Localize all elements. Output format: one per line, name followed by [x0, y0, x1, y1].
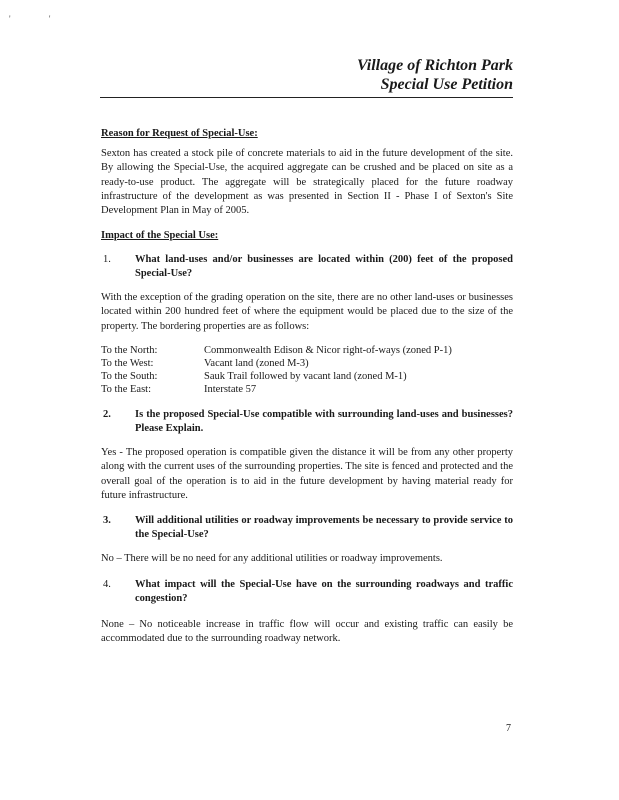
question-3-number: 3. — [103, 515, 111, 526]
bordering-row — [101, 344, 521, 357]
bordering-row — [101, 357, 521, 370]
page-number: 7 — [506, 723, 511, 734]
answer-1-paragraph: With the exception of the grading operation on the site, there are no other land-uses or businesses located within 200 hundred feet of where the equipment would be placed due to the size of the property. The bordering properties are as follows: — [101, 292, 513, 332]
bordering-description: Sauk Trail followed by vacant land (zoned M-1) — [204, 371, 407, 382]
question-4-number: 4. — [103, 579, 111, 590]
impact-heading: Impact of the Special Use: — [101, 230, 219, 241]
reason-heading: Reason for Request of Special-Use: — [101, 128, 258, 139]
question-1-text: What land-uses and/or businesses are located within (200) feet of the proposed Special-Use? — [135, 254, 513, 280]
bordering-direction: To the West: — [101, 358, 154, 369]
bordering-row — [101, 370, 521, 383]
header-document-title: Special Use Petition — [380, 76, 513, 93]
question-2-number: 2. — [103, 409, 111, 420]
answer-3-paragraph: No – There will be no need for any additional utilities or roadway improvements. — [101, 553, 443, 564]
bordering-description: Interstate 57 — [204, 384, 257, 395]
question-4-text: What impact will the Special-Use have on the surrounding roadways and traffic congestion? — [135, 579, 513, 605]
answer-2-paragraph: Yes - The proposed operation is compatible given the distance it will be from any other property along with the current uses of the surrounding properties. The site is fenced and protected and the overall goal of the operation is to aid in the future development by having material ready for future infrastructure. — [101, 447, 513, 501]
question-3-text: Will additional utilities or roadway improvements be necessary to provide service to the Special-Use? — [135, 515, 513, 541]
bordering-description: Vacant land (zoned M-3) — [204, 358, 309, 369]
bordering-direction: To the South: — [101, 371, 158, 382]
header-village-name: Village of Richton Park — [356, 57, 513, 74]
reason-paragraph: Sexton has created a stock pile of concrete materials to aid in the future development of the site. By allowing the Special-Use, the acquired aggregate can be crushed and be placed on site as a ready-to-use product. The aggregate will be strategically placed for the future roadway infrastructure of the development as was presented in Section II - Phase I of Sexton's Site Development Plan in May of 2005. — [101, 148, 513, 217]
bordering-row — [101, 383, 521, 396]
bordering-description: Commonwealth Edison & Nicor right-of-ways (zoned P-1) — [204, 345, 452, 356]
question-1-number: 1. — [103, 254, 111, 265]
corner-marks: ' ' — [9, 14, 69, 24]
answer-4-paragraph: None – No noticeable increase in traffic flow will occur and existing traffic can easily be accommodated due to the surrounding roadway network. — [101, 619, 513, 645]
bordering-direction: To the North: — [101, 345, 158, 356]
question-2-text: Is the proposed Special-Use compatible with surrounding land-uses and businesses? Please Explain. — [135, 409, 513, 435]
bordering-direction: To the East: — [101, 384, 152, 395]
header-rule — [100, 97, 513, 98]
